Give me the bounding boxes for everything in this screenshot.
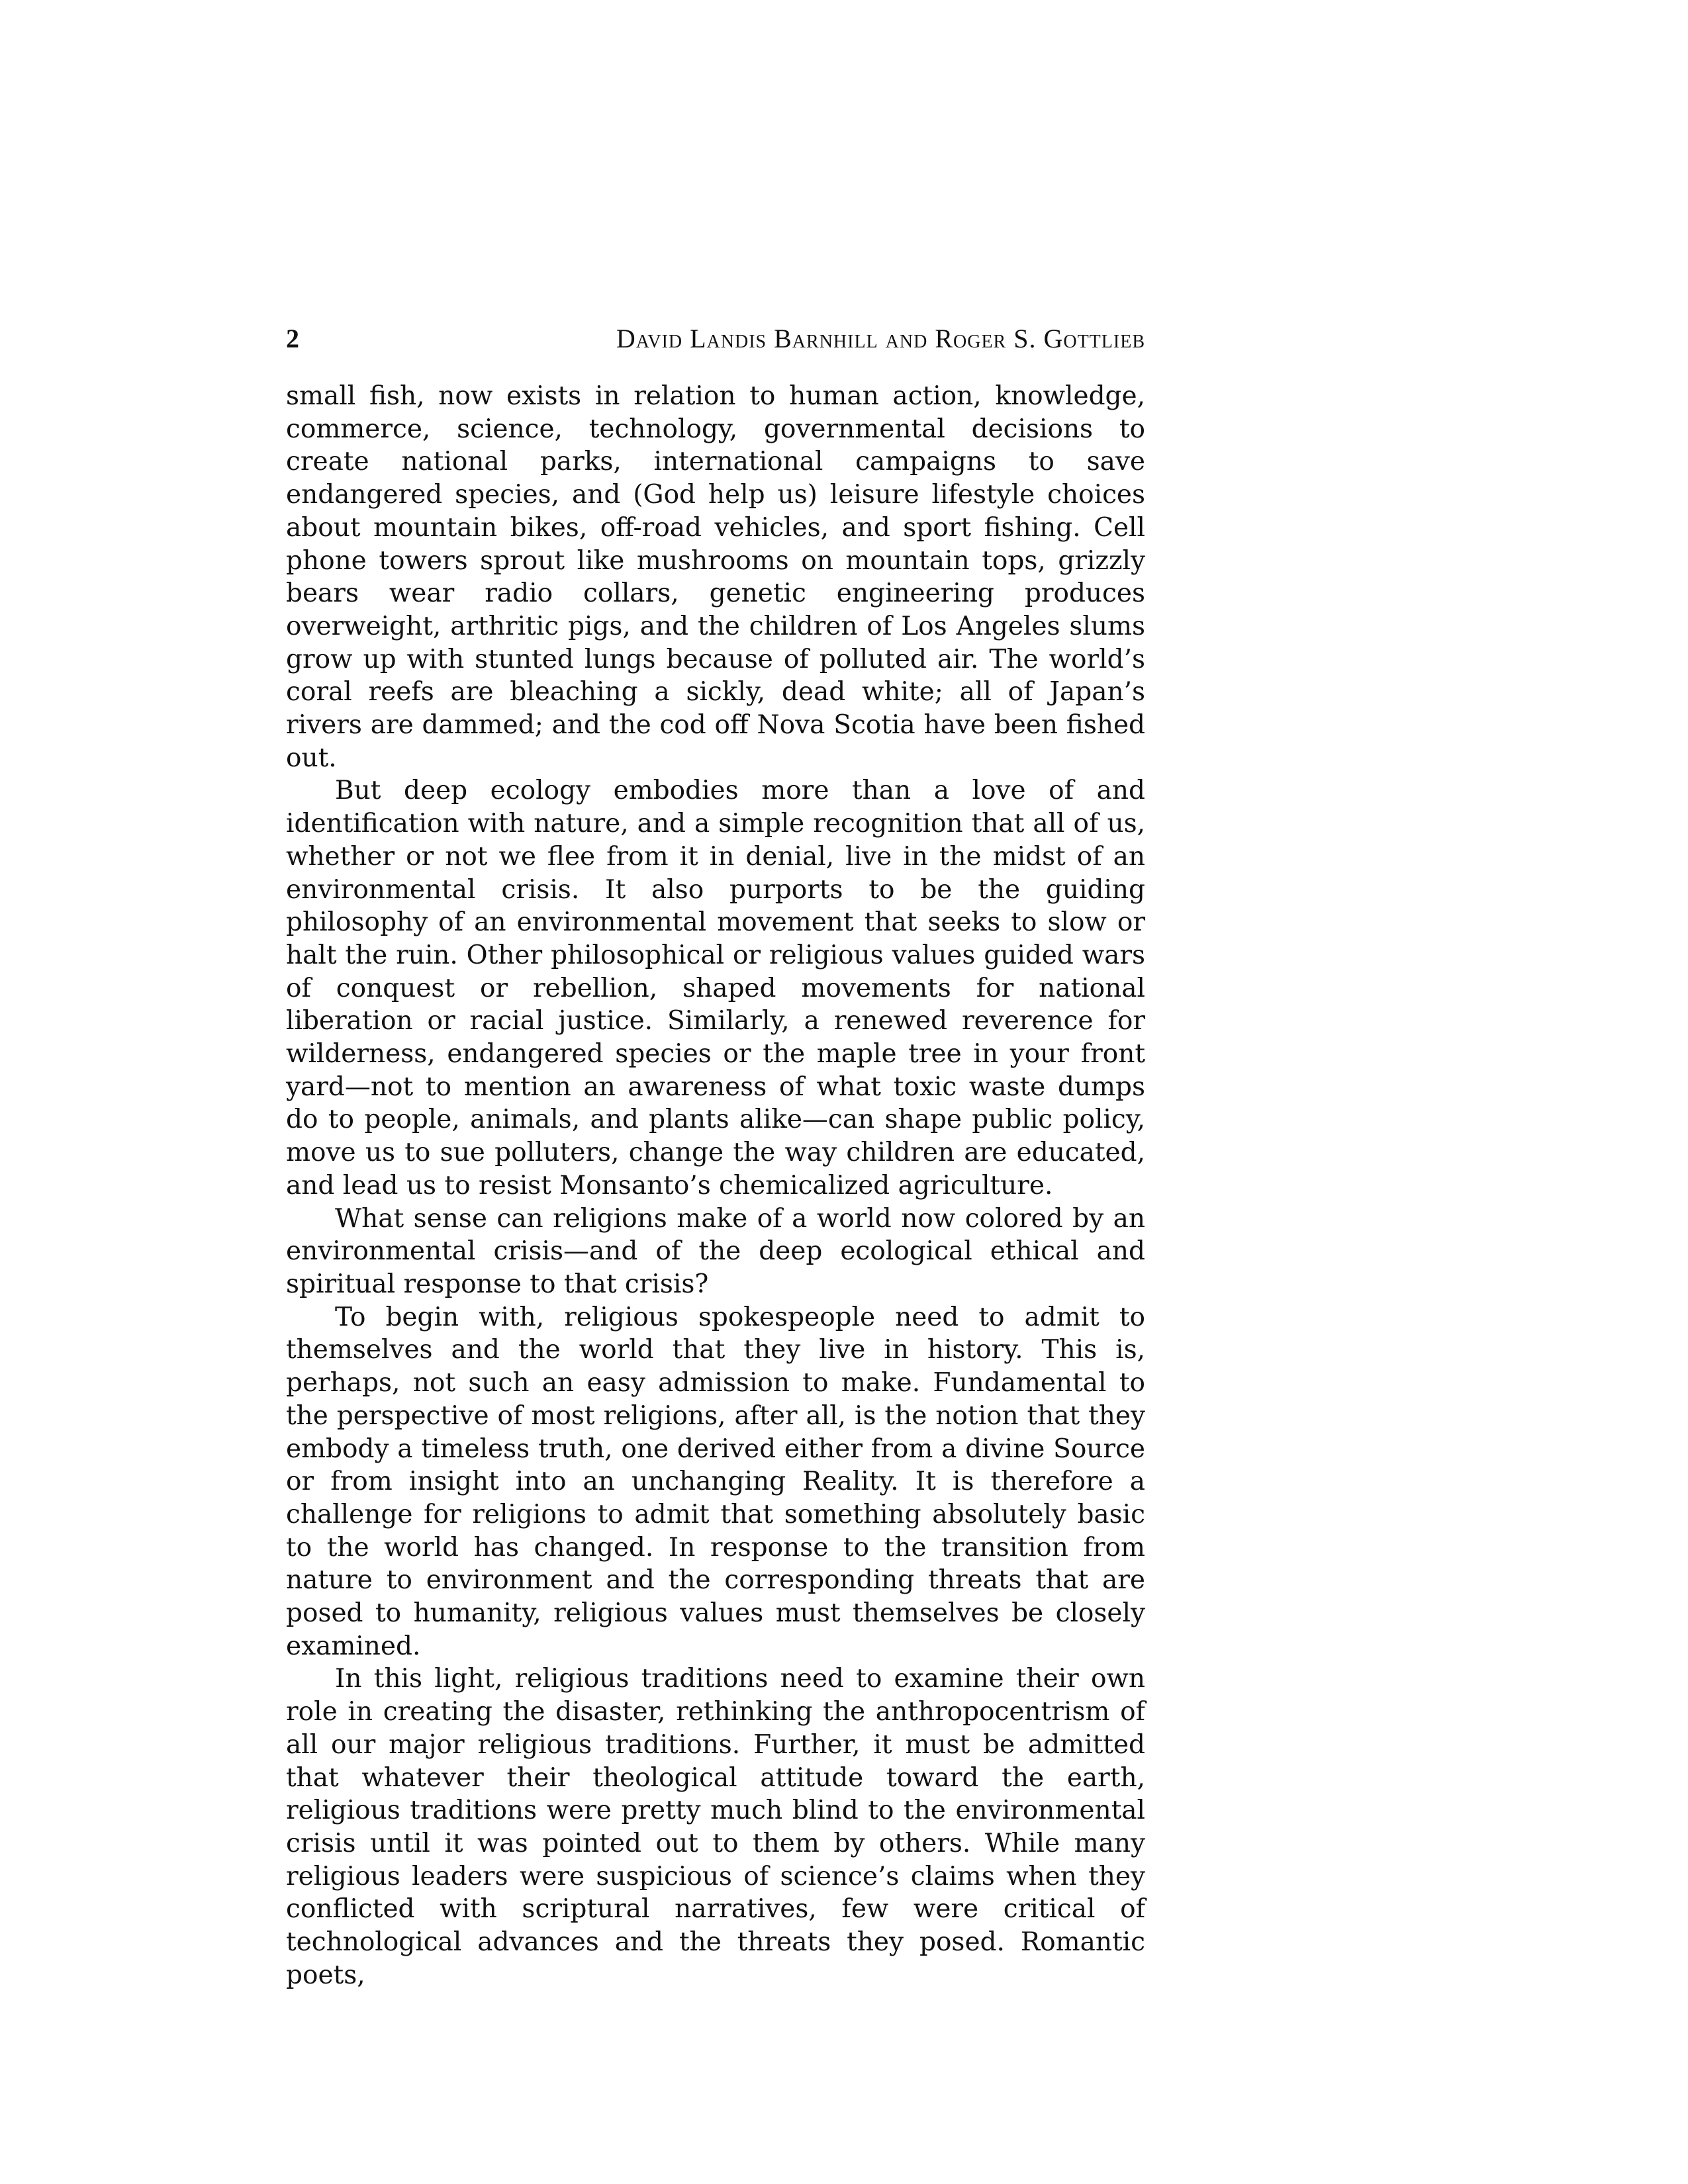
paragraph-2: But deep ecology embodies more than a love of and identification with nature, and a simple recognition that all of us, whether or not we flee from it in denial, live in the midst of an environmental crisis. It also purports to be the guiding philosophy of an environmental movement that seeks to slow or halt the ruin. Other philosophical or religious values guided wars of conquest or rebellion, shaped movements for national liberation or racial justice. Similarly, a renewed reverence for wilderness, endangered species or the maple tree in your front yard—not to mention an awareness of what toxic waste dumps do to people, animals, and plants alike—can shape public policy, move us to sue polluters, change the way children are educated, and lead us to resist Monsanto’s chemicalized agriculture. (286, 776, 1145, 1201)
paragraph-5: In this light, religious traditions need to examine their own role in creating the disaster, rethinking the anthropocentrism of all our major religious traditions. Further, it must be admitted that whatever their theological attitude toward the earth, religious traditions were pretty much blind to the environmental crisis until it was pointed out to them by others. While many religious leaders were suspicious of science’s claims when they conflicted with scriptural narratives, few were critical of technological advances and the threats they posed. Romantic poets, (286, 1664, 1145, 1990)
body-text (286, 380, 1145, 1991)
header-authors: David Landis Barnhill and Roger S. Gottlieb (616, 324, 1145, 353)
running-head (286, 319, 1145, 359)
paragraph-3: What sense can religions make of a world now colored by an environmental crisis—and of the deep ecological ethical and spiritual response to that crisis? (286, 1203, 1145, 1299)
paragraph-1: small fish, now exists in relation to human action, knowledge, commerce, science, technology, governmental decisions to create national parks, international campaigns to save endangered species, and (God help us) leisure lifestyle choices about mountain bikes, off-road vehicles, and sport fishing. Cell phone towers sprout like mushrooms on mountain tops, grizzly bears wear radio collars, genetic engineering produces overweight, arthritic pigs, and the children of Los Angeles slums grow up with stunted lungs because of polluted air. The world’s coral reefs are bleaching a sickly, dead white; all of Japan’s rivers are dammed; and the cod off Nova Scotia have been fished out. (286, 381, 1145, 773)
page-number: 2 (286, 324, 299, 353)
paragraph-4: To begin with, religious spokespeople need to admit to themselves and the world that they live in history. This is, perhaps, not such an easy admission to make. Fundamental to the perspective of most religions, after all, is the notion that they embody a timeless truth, one derived either from a divine Source or from insight into an unchanging Reality. It is therefore a challenge for religions to admit that something absolutely basic to the world has changed. In response to the transition from nature to environment and the corresponding threats that are posed to humanity, religious values must themselves be closely examined. (286, 1302, 1145, 1661)
